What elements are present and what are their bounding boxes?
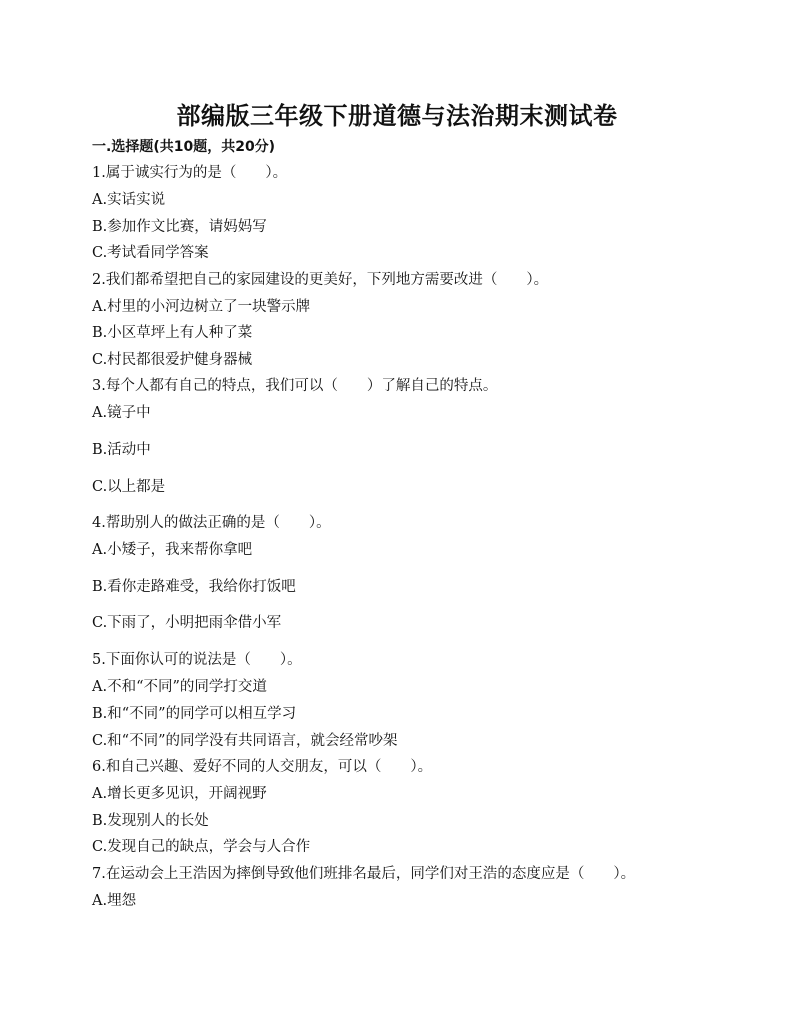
question-5: 5.下面你认可的说法是（ ）。 bbox=[92, 652, 302, 668]
question-1: 1.属于诚实行为的是（ ）。 bbox=[92, 165, 288, 181]
page-title: 部编版三年级下册道德与法治期末测试卷 bbox=[176, 101, 618, 130]
option-3c: C.以上都是 bbox=[92, 479, 166, 495]
option-3b: B.活动中 bbox=[92, 442, 151, 458]
option-4c: C.下雨了，小明把雨伞借小军 bbox=[92, 615, 282, 631]
option-1b: B.参加作文比赛，请妈妈写 bbox=[92, 219, 267, 235]
option-1c: C.考试看同学答案 bbox=[92, 245, 209, 261]
question-7: 7.在运动会上王浩因为摔倒导致他们班排名最后，同学们对王浩的态度应是（ ）。 bbox=[92, 866, 636, 882]
option-2a: A.村里的小河边树立了一块警示牌 bbox=[92, 299, 311, 315]
option-5b: B.和“不同”的同学可以相互学习 bbox=[92, 706, 297, 722]
option-4b: B.看你走路难受，我给你打饭吧 bbox=[92, 579, 296, 595]
section-heading: 一.选择题(共10题，共20分) bbox=[92, 139, 276, 155]
option-6b: B.发现别人的长处 bbox=[92, 813, 209, 829]
option-6a: A.增长更多见识，开阔视野 bbox=[92, 786, 267, 802]
option-2b: B.小区草坪上有人种了菜 bbox=[92, 325, 253, 341]
option-7a: A.埋怨 bbox=[92, 893, 137, 909]
question-3: 3.每个人都有自己的特点，我们可以（ ）了解自己的特点。 bbox=[92, 378, 498, 394]
option-3a: A.镜子中 bbox=[92, 405, 151, 421]
option-2c: C.村民都很爱护健身器械 bbox=[92, 352, 253, 368]
question-6: 6.和自己兴趣、爱好不同的人交朋友，可以（ ）。 bbox=[92, 759, 433, 775]
question-4: 4.帮助别人的做法正确的是（ ）。 bbox=[92, 515, 331, 531]
option-1a: A.实话实说 bbox=[92, 192, 166, 208]
question-2: 2.我们都希望把自己的家园建设的更美好，下列地方需要改进（ ）。 bbox=[92, 272, 549, 288]
option-4a: A.小矮子，我来帮你拿吧 bbox=[92, 542, 253, 558]
option-6c: C.发现自己的缺点，学会与人合作 bbox=[92, 839, 311, 855]
option-5a: A.不和“不同”的同学打交道 bbox=[92, 679, 267, 695]
option-5c: C.和“不同”的同学没有共同语言，就会经常吵架 bbox=[92, 733, 398, 749]
